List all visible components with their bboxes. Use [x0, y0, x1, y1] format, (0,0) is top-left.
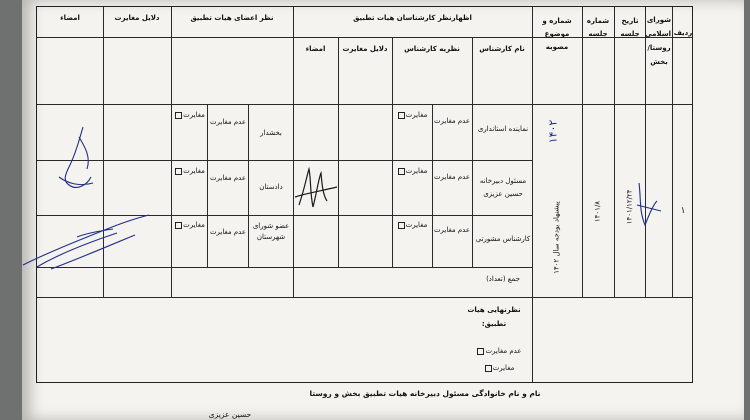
member-name: بخشدار — [260, 129, 282, 137]
header-members-opinion: نظر اعضای هیات تطبیق — [190, 14, 274, 22]
divider — [37, 215, 532, 216]
checkbox[interactable] — [175, 112, 182, 119]
header-expert-name: نام کارشناس — [479, 45, 525, 53]
option-conflict[interactable]: مغایرت — [393, 221, 431, 230]
checkbox[interactable] — [398, 222, 405, 229]
expert-signature-mark — [291, 157, 341, 217]
checkbox[interactable] — [398, 112, 405, 119]
header-expert-signature: امضاء — [305, 45, 326, 53]
checkbox[interactable] — [175, 168, 182, 175]
divider — [37, 104, 692, 105]
expert-name: کارشناس مشورتی — [475, 235, 531, 243]
option-conflict[interactable]: مغایرت — [393, 167, 431, 176]
option-conflict[interactable]: مغایرت — [393, 111, 431, 120]
count-label: جمع (تعداد) — [486, 275, 520, 283]
final-option-conflict[interactable]: مغایرت — [467, 364, 531, 373]
footer-signatory-line: نام و نام خانوادگی مسئول دبیرخانه هیات تطبیق بخش و روستا — [309, 389, 541, 398]
divider — [614, 7, 615, 297]
resolution-subject: پیشنهاد بودجه سال ۱۴۰۲ — [552, 201, 561, 274]
header-session-number: شماره جلسه — [586, 17, 610, 38]
final-opinion-title: نظرنهایی هیات تطبیق: — [467, 306, 521, 328]
expert-name: نماینده استانداری — [477, 125, 529, 133]
header-expert-reasons: دلایل مغایرت — [342, 45, 388, 53]
divider — [672, 7, 673, 297]
option-no-conflict[interactable]: عدم مغایرت — [209, 118, 247, 126]
divider — [472, 37, 473, 267]
approval-table — [36, 6, 693, 383]
option-no-conflict[interactable]: عدم مغایرت — [209, 174, 247, 182]
member-signature-mark — [39, 107, 109, 207]
divider — [37, 297, 692, 298]
handwritten-resolution-number: ۱۴۰۲ — [546, 119, 560, 144]
header-experts-group: اظهارنظر کارشناسان هیات تطبیق — [353, 14, 472, 22]
option-conflict[interactable]: مغایرت — [172, 111, 207, 120]
header-expert-opinion: نظریه کارشناس — [404, 45, 460, 53]
divider — [532, 7, 533, 382]
row-number: ۱ — [680, 206, 686, 216]
header-council: شورای اسلامی روستا/بخش — [644, 16, 671, 66]
checkbox[interactable] — [175, 222, 182, 229]
header-signature: امضاء — [60, 14, 80, 22]
expert-name: مسئول دبیرخانه حسین عزیزی — [479, 177, 527, 198]
divider — [645, 7, 646, 297]
checkbox[interactable] — [398, 168, 405, 175]
option-no-conflict[interactable]: عدم مغایرت — [433, 173, 471, 181]
option-no-conflict[interactable]: عدم مغایرت — [433, 117, 471, 125]
header-resolution: شماره و موضوع مصوبه — [542, 17, 572, 51]
divider — [171, 7, 172, 297]
checkbox[interactable] — [477, 348, 484, 355]
checkbox[interactable] — [485, 365, 492, 372]
session-number: ۱۴۰۱/۸ — [593, 200, 602, 223]
divider — [392, 37, 393, 267]
session-date: ۱۴۰۱/۱۲/۲۴ — [625, 189, 634, 225]
option-no-conflict[interactable]: عدم مغایرت — [433, 226, 471, 234]
option-no-conflict[interactable]: عدم مغایرت — [209, 228, 247, 236]
option-conflict[interactable]: مغایرت — [172, 167, 207, 176]
header-session-date: تاریخ جلسه — [620, 17, 640, 38]
divider — [103, 7, 104, 297]
member-name: عضو شورای شهرستان — [252, 222, 290, 241]
header-row: ردیف — [673, 29, 693, 37]
member-name: دادستان — [259, 183, 283, 191]
divider — [37, 160, 532, 161]
divider — [37, 267, 532, 268]
divider — [582, 7, 583, 297]
divider — [338, 37, 339, 267]
header-members-reasons: دلایل مغایرت — [114, 14, 160, 22]
final-option-no-conflict[interactable]: عدم مغایرت — [467, 347, 531, 356]
option-conflict[interactable]: مغایرت — [172, 221, 207, 230]
footer-signer-name: حسین عزیزی — [208, 410, 252, 419]
